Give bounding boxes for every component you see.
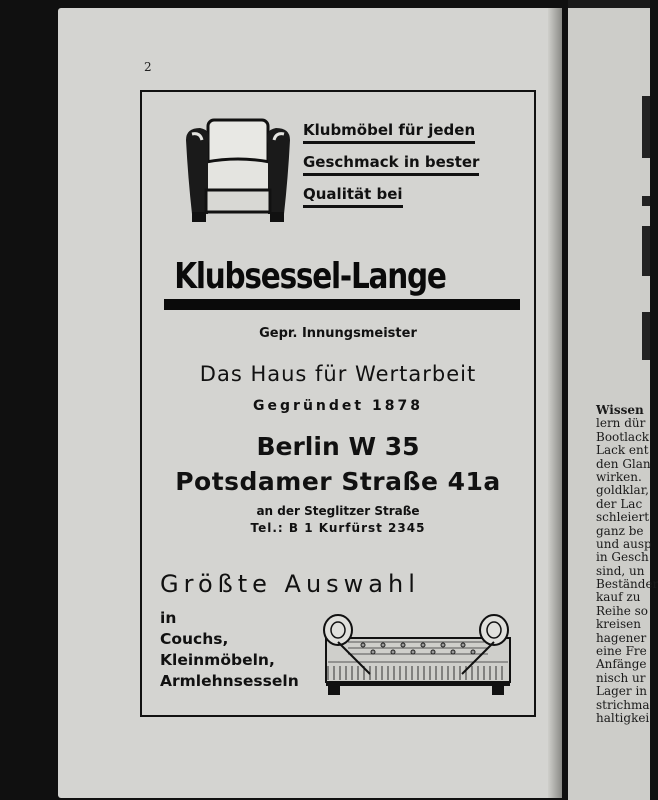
text-line: den Glan <box>596 456 651 471</box>
text-line: Lack ent <box>596 443 649 458</box>
page-edge <box>568 0 650 8</box>
text-line: Lager in <box>596 684 648 699</box>
text-line: in Gesch <box>596 550 649 565</box>
tagline-line-2: Geschmack in bester <box>303 153 479 176</box>
partial-letter-mark <box>642 196 650 206</box>
tagline-line-1: Klubmöbel für jeden <box>303 121 475 144</box>
selection-heading: Größte Auswahl <box>160 570 420 598</box>
list-item: in <box>160 609 177 627</box>
text-line: Reihe so <box>596 603 649 618</box>
text-line: lern dür <box>596 416 646 431</box>
text-line: nisch ur <box>596 670 646 685</box>
armchair-icon <box>184 118 292 224</box>
text-line: Anfänge <box>596 657 647 672</box>
phone-number: Tel.: B 1 Kurfürst 2345 <box>250 521 426 535</box>
text-line: hagener <box>596 630 647 645</box>
text-line: wirken. <box>596 469 642 484</box>
partial-letter-mark <box>642 312 650 360</box>
text-line: der Lac <box>596 496 643 511</box>
partial-letter-mark <box>642 96 650 158</box>
page-number: 2 <box>144 60 152 74</box>
right-page-text <box>596 403 658 725</box>
text-line: strichma <box>596 697 650 712</box>
items-list <box>160 608 299 692</box>
text-line: ganz be <box>596 523 644 538</box>
text-line: Beständer <box>596 577 658 592</box>
daybed-icon <box>318 612 514 696</box>
text-line: Bootlack <box>596 429 650 444</box>
page-gutter-shadow <box>548 8 562 798</box>
text-line: sind, un <box>596 563 645 578</box>
text-line: kreisen <box>596 617 641 632</box>
street-address: Potsdamer Straße 41a <box>175 467 501 496</box>
list-item: Couchs, <box>160 630 229 648</box>
text-line: Wissen <box>596 403 644 417</box>
list-item: Kleinmöbeln, <box>160 651 275 669</box>
brand-underline <box>164 299 520 310</box>
city-address: Berlin W 35 <box>256 432 420 461</box>
text-line: schleiert <box>596 510 650 525</box>
text-line: kauf zu <box>596 590 641 605</box>
founded-date: Gegründet 1878 <box>253 398 423 414</box>
text-line: eine Fre <box>596 644 647 659</box>
location-note: an der Steglitzer Straße <box>256 504 420 518</box>
brand-name: Klubsessel-Lange <box>174 256 446 297</box>
text-line: goldklar, <box>596 483 649 498</box>
slogan: Das Haus für Wertarbeit <box>199 362 477 386</box>
text-line: und ausp <box>596 536 652 551</box>
text-line: haltigkei <box>596 710 650 725</box>
tagline-line-3: Qualität bei <box>303 185 403 208</box>
list-item: Armlehnsesseln <box>160 672 299 690</box>
qualification: Gepr. Innungsmeister <box>259 326 417 341</box>
partial-letter-mark <box>642 226 650 276</box>
